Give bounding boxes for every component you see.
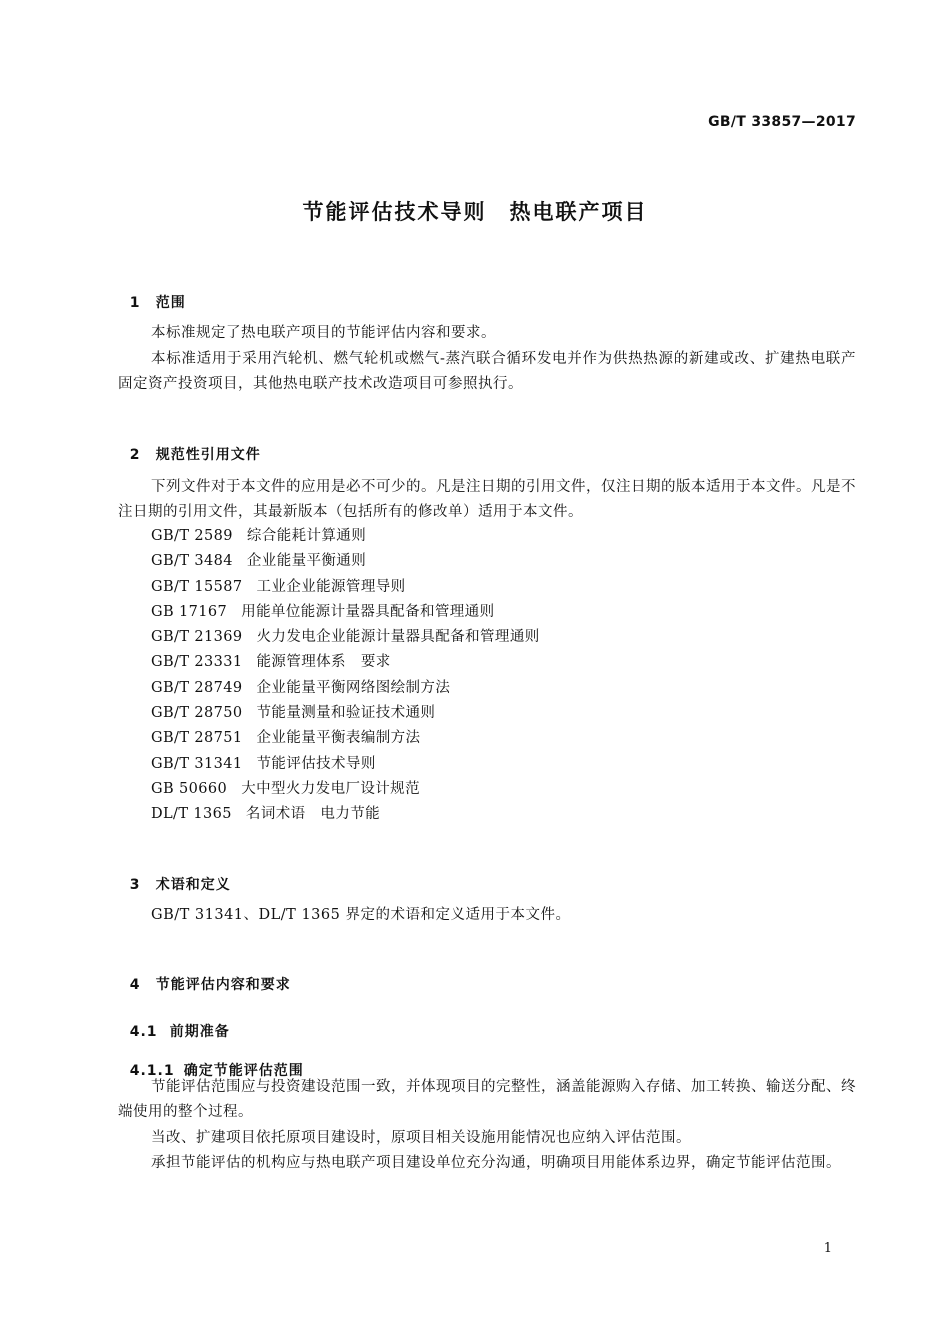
section-4-heading [118,958,291,994]
reference-title: 火力发电企业能源计量器具配备和管理通则 [256,629,540,646]
section-number: 3 [129,877,141,893]
reference-code: GB 17167 [151,603,228,620]
reference-item [151,524,540,549]
section-2-heading [118,428,261,464]
section-title: 术语和定义 [155,877,231,893]
reference-title: 大中型火力发电厂设计规范 [241,780,420,797]
reference-item [151,600,540,625]
reference-item [151,625,540,650]
reference-title: 用能单位能源计量器具配备和管理通则 [241,603,495,620]
reference-code: GB/T 28751 [151,730,243,747]
page-number: 1 [823,1241,832,1256]
reference-code: DL/T 1365 [151,806,232,823]
reference-code: GB/T 15587 [151,578,243,595]
reference-title: 能源管理体系 要求 [256,654,391,671]
reference-item [151,726,540,751]
section-title: 规范性引用文件 [155,447,261,463]
section-title: 确定节能评估范围 [183,1063,304,1079]
subsection-4-1-heading [118,1005,230,1041]
reference-item [151,575,540,600]
paragraph: 下列文件对于本文件的应用是必不可少的。凡是注日期的引用文件，仅注日期的版本适用于本文件。凡是不注日期的引用文件，其最新版本（包括所有的修改单）适用于本文件。 [118,479,856,520]
reference-title: 综合能耗计算通则 [246,528,367,544]
section-1-heading [118,276,186,312]
reference-code: GB/T 28749 [151,679,243,696]
standard-code: GB/T 33857—2017 [708,114,856,130]
reference-item [151,676,540,701]
section-number: 4 [129,977,141,993]
reference-title: 企业能量平衡网络图绘制方法 [256,679,451,696]
section-title: 范围 [155,295,186,311]
section-title: 前期准备 [169,1024,230,1040]
reference-title: 名词术语 电力节能 [245,806,381,823]
reference-code: GB/T 3484 [151,553,233,570]
paragraph: GB/T 31341、DL/T 1365 界定的术语和定义适用于本文件。 [151,907,571,923]
section-number: 2 [129,447,141,463]
paragraph: 本标准适用于采用汽轮机、燃气轮机或燃气-蒸汽联合循环发电并作为供热热源的新建或改、扩建热电联产固定资产投资项目，其他热电联产技术改造项目可参照执行。 [118,351,856,392]
reference-title: 企业能量平衡通则 [246,553,367,570]
reference-item [151,777,540,802]
reference-title: 节能量测量和验证技术通则 [256,705,436,722]
reference-code: GB 50660 [151,780,228,797]
reference-list [151,524,540,828]
reference-title: 节能评估技术导则 [256,755,376,772]
reference-item [151,701,540,726]
reference-title: 企业能量平衡表编制方法 [256,730,421,747]
reference-item [151,802,540,827]
section-title: 节能评估内容和要求 [155,977,291,993]
reference-code: GB/T 21369 [151,629,243,646]
paragraph: 承担节能评估的机构应与热电联产项目建设单位充分沟通，明确项目用能体系边界，确定节能评估范围。 [151,1155,841,1171]
reference-code: GB/T 28750 [151,705,243,722]
reference-item [151,650,540,675]
reference-code: GB/T 2589 [151,528,233,544]
paragraph: 本标准规定了热电联产项目的节能评估内容和要求。 [151,325,496,341]
reference-item [151,549,540,574]
section-number: 1 [129,295,141,311]
section-3-heading [118,858,231,894]
reference-item [151,752,540,777]
document-title: 节能评估技术导则 热电联产项目 [302,200,648,224]
section-number: 4.1.1 [129,1063,175,1079]
reference-code: GB/T 23331 [151,654,243,671]
reference-code: GB/T 31341 [151,755,243,772]
paragraph: 节能评估范围应与投资建设范围一致，并体现项目的完整性，涵盖能源购入存储、加工转换、输送分配、终端使用的整个过程。 [118,1079,856,1120]
section-number: 4.1 [129,1024,158,1040]
reference-title: 工业企业能源管理导则 [256,578,406,595]
paragraph: 当改、扩建项目依托原项目建设时，原项目相关设施用能情况也应纳入评估范围。 [151,1130,691,1146]
